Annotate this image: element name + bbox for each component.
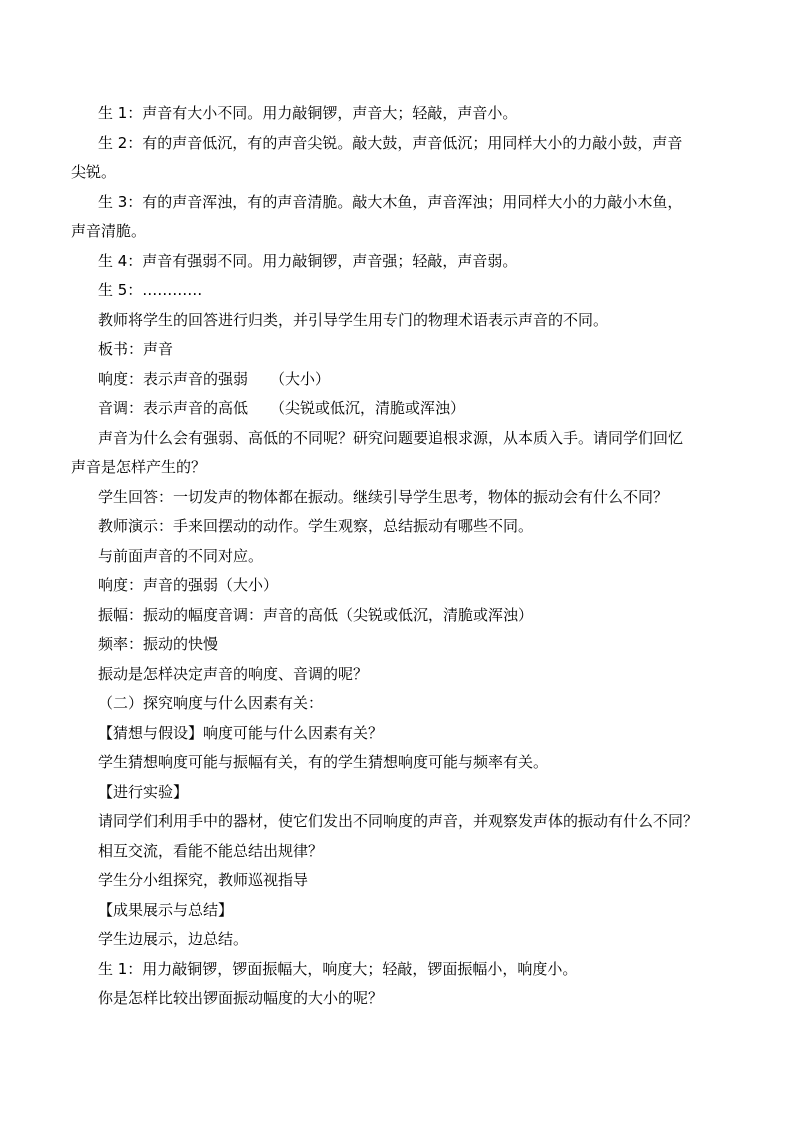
text-line: 【成果展示与总结】 bbox=[98, 900, 234, 919]
text-line: 尖锐。 bbox=[71, 163, 117, 181]
text-line: 生 3：有的声音浑浊，有的声音清脆。敲大木鱼，声音浑浊；用同样大小的力敲小木鱼， bbox=[98, 192, 683, 211]
text-line: 学生猜想响度可能与振幅有关，有的学生猜想响度可能与频率有关。 bbox=[98, 753, 549, 771]
text-line: 响度：声音的强弱（大小） bbox=[98, 576, 279, 594]
text-line: 频率：振动的快慢 bbox=[98, 635, 219, 653]
section-heading: （二）探究响度与什么因素有关： bbox=[98, 694, 324, 712]
text-line: 生 1：用力敲铜锣，锣面振幅大，响度大；轻敲，锣面振幅小，响度小。 bbox=[98, 959, 578, 978]
text-line: 振幅：振动的幅度音调：声音的高低（尖锐或低沉，清脆或浑浊） bbox=[98, 605, 534, 624]
definition-line bbox=[71, 365, 731, 395]
text-line: 学生边展示，边总结。 bbox=[98, 930, 249, 948]
text-line: 教师将学生的回答进行归类，并引导学生用专门的物理术语表示声音的不同。 bbox=[98, 310, 609, 329]
text-line: 学生回答：一切发声的物体都在振动。继续引导学生思考，物体的振动会有什么不同？ bbox=[98, 487, 669, 506]
text-line: 【进行实验】 bbox=[98, 782, 189, 801]
text-line: 声音是怎样产生的？ bbox=[71, 458, 207, 476]
document-body bbox=[71, 99, 731, 1014]
text-line: 【猜想与假设】响度可能与什么因素有关？ bbox=[98, 723, 384, 742]
definition-label: 音调：表示声音的高低 bbox=[98, 399, 249, 417]
text-line: 生 1：声音有大小不同。用力敲铜锣，声音大；轻敲，声音小。 bbox=[98, 104, 518, 122]
text-line: 声音清脆。 bbox=[71, 222, 147, 240]
text-line: 振动是怎样决定声音的响度、音调的呢？ bbox=[98, 664, 369, 683]
text-line: 生 2：有的声音低沉，有的声音尖锐。敲大鼓，声音低沉；用同样大小的力敲小鼓，声音 bbox=[98, 133, 683, 152]
definition-line bbox=[71, 394, 731, 424]
definition-label: 响度：表示声音的强弱 bbox=[98, 369, 249, 388]
text-line: 声音为什么会有强弱、高低的不同呢？研究问题要追根求源，从本质入手。请同学们回忆 bbox=[98, 428, 684, 447]
definition-note: （大小） bbox=[270, 369, 331, 388]
text-line: 教师演示：手来回摆动的动作。学生观察，总结振动有哪些不同。 bbox=[98, 517, 534, 535]
definition-note: （尖锐或低沉，清脆或浑浊） bbox=[270, 399, 466, 417]
text-line: 你是怎样比较出锣面振动幅度的大小的呢？ bbox=[98, 989, 384, 1007]
text-line: 板书：声音 bbox=[98, 340, 174, 358]
text-line: 生 4：声音有强弱不同。用力敲铜锣，声音强；轻敲，声音弱。 bbox=[98, 251, 518, 270]
text-line: 请同学们利用手中的器材，使它们发出不同响度的声音，并观察发声体的振动有什么不同？ bbox=[98, 812, 699, 830]
text-line: 学生分小组探究，教师巡视指导 bbox=[98, 871, 309, 889]
text-line: 相互交流，看能不能总结出规律？ bbox=[98, 841, 324, 860]
text-line: 与前面声音的不同对应。 bbox=[98, 546, 264, 565]
text-line: 生 5：………… bbox=[98, 281, 203, 299]
